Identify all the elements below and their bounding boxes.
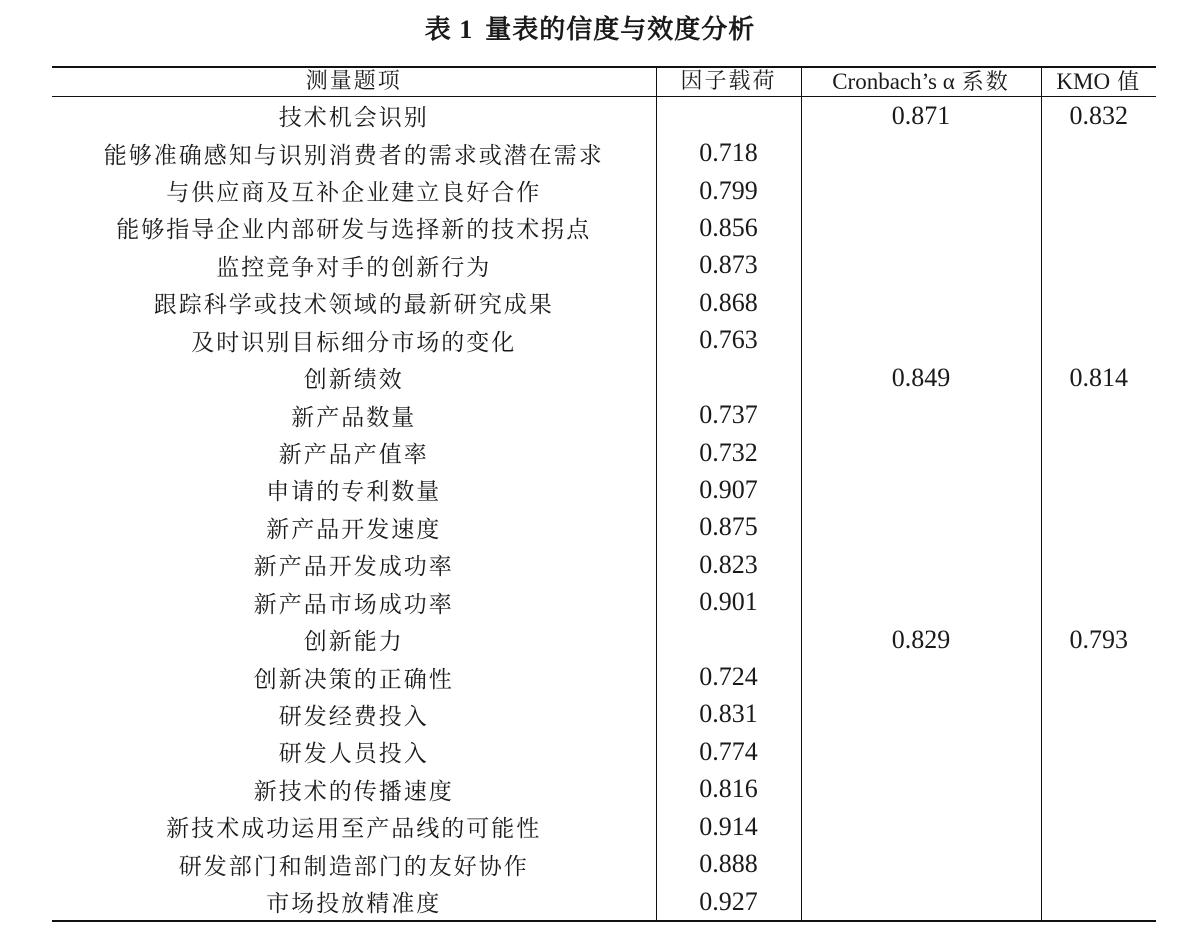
table-row bbox=[52, 97, 1156, 135]
cell-kmo bbox=[1041, 284, 1156, 321]
cell-item: 申请的专利数量 bbox=[266, 479, 442, 506]
cell-loading: 0.868 bbox=[656, 284, 801, 321]
cell-kmo bbox=[1041, 247, 1156, 284]
cell-kmo bbox=[1041, 546, 1156, 583]
table-row bbox=[52, 845, 1156, 882]
cell-kmo bbox=[1041, 845, 1156, 882]
cell-alpha bbox=[801, 733, 1041, 770]
cell-item: 研发经费投入 bbox=[278, 703, 429, 730]
header-kmo-latin: KMO bbox=[1056, 68, 1111, 94]
table-row bbox=[52, 396, 1156, 433]
cell-alpha bbox=[801, 509, 1041, 546]
cell-kmo bbox=[1041, 733, 1156, 770]
cell-loading bbox=[656, 621, 801, 658]
cell-item: 新产品产值率 bbox=[278, 442, 429, 468]
cell-alpha bbox=[801, 209, 1041, 246]
cell-kmo bbox=[1041, 322, 1156, 359]
cell-alpha bbox=[801, 396, 1041, 433]
cell-loading: 0.763 bbox=[656, 322, 801, 359]
cell-kmo: 0.793 bbox=[1041, 621, 1156, 658]
cell-loading: 0.732 bbox=[656, 434, 801, 471]
cell-kmo bbox=[1041, 471, 1156, 508]
cell-item: 新产品数量 bbox=[291, 404, 417, 431]
cell-item: 新产品市场成功率 bbox=[253, 591, 454, 618]
table-row bbox=[52, 134, 1156, 171]
cell-kmo: 0.814 bbox=[1041, 359, 1156, 396]
cell-loading: 0.856 bbox=[656, 209, 801, 246]
cell-kmo bbox=[1041, 396, 1156, 433]
table-row bbox=[52, 209, 1156, 246]
cell-alpha: 0.849 bbox=[801, 359, 1041, 396]
cell-loading: 0.914 bbox=[656, 808, 801, 845]
table-caption bbox=[0, 10, 1180, 50]
cell-kmo bbox=[1041, 658, 1156, 695]
cell-alpha bbox=[801, 434, 1041, 471]
cell-loading: 0.774 bbox=[656, 733, 801, 770]
cell-loading: 0.816 bbox=[656, 771, 801, 808]
cell-item: 监控竞争对手的创新行为 bbox=[216, 254, 492, 281]
header-kmo-cjk: 值 bbox=[1117, 69, 1142, 95]
table-row bbox=[52, 883, 1156, 921]
cell-item: 与供应商及互补企业建立良好合作 bbox=[166, 180, 542, 207]
cell-alpha bbox=[801, 658, 1041, 695]
table-title: 量表的信度与效度分析 bbox=[485, 15, 756, 45]
cell-kmo bbox=[1041, 209, 1156, 246]
cell-item: 新产品开发速度 bbox=[266, 516, 442, 543]
cell-item: 跟踪科学或技术领域的最新研究成果 bbox=[153, 292, 554, 319]
cell-alpha bbox=[801, 172, 1041, 209]
cell-alpha: 0.829 bbox=[801, 621, 1041, 658]
cell-loading: 0.737 bbox=[656, 396, 801, 433]
cell-loading: 0.888 bbox=[656, 845, 801, 882]
cell-kmo bbox=[1041, 172, 1156, 209]
table-row bbox=[52, 509, 1156, 546]
table-row bbox=[52, 247, 1156, 284]
cell-kmo bbox=[1041, 434, 1156, 471]
cell-alpha bbox=[801, 134, 1041, 171]
cell-loading: 0.823 bbox=[656, 546, 801, 583]
cell-item: 创新决策的正确性 bbox=[253, 666, 454, 693]
table-number: 表 1 bbox=[424, 15, 474, 44]
cell-kmo bbox=[1041, 134, 1156, 171]
cell-item: 市场投放精准度 bbox=[266, 891, 442, 918]
cell-alpha bbox=[801, 696, 1041, 733]
cell-item: 新技术的传播速度 bbox=[253, 778, 454, 805]
cell-loading: 0.907 bbox=[656, 471, 801, 508]
table-row bbox=[52, 172, 1156, 209]
cell-alpha bbox=[801, 471, 1041, 508]
cell-item: 研发部门和制造部门的友好协作 bbox=[178, 853, 529, 880]
header-loading: 因子载荷 bbox=[656, 67, 801, 97]
header-alpha bbox=[801, 67, 1041, 97]
table-row bbox=[52, 733, 1156, 770]
cell-kmo bbox=[1041, 583, 1156, 620]
cell-item: 创新能力 bbox=[303, 629, 404, 656]
cell-kmo: 0.832 bbox=[1041, 97, 1156, 135]
cell-kmo bbox=[1041, 696, 1156, 733]
header-row bbox=[52, 67, 1156, 97]
cell-alpha bbox=[801, 583, 1041, 620]
cell-alpha bbox=[801, 247, 1041, 284]
table-row bbox=[52, 771, 1156, 808]
table-row bbox=[52, 583, 1156, 620]
cell-loading bbox=[656, 97, 801, 135]
table-row bbox=[52, 621, 1156, 658]
cell-alpha bbox=[801, 284, 1041, 321]
table-row bbox=[52, 434, 1156, 471]
table-body bbox=[52, 97, 1156, 922]
cell-alpha bbox=[801, 771, 1041, 808]
cell-alpha bbox=[801, 808, 1041, 845]
cell-alpha bbox=[801, 845, 1041, 882]
cell-loading: 0.724 bbox=[656, 658, 801, 695]
cell-loading: 0.901 bbox=[656, 583, 801, 620]
table-row bbox=[52, 696, 1156, 733]
cell-item: 新产品开发成功率 bbox=[253, 554, 454, 581]
cell-kmo bbox=[1041, 509, 1156, 546]
cell-item: 能够指导企业内部研发与选择新的技术拐点 bbox=[116, 217, 592, 244]
cell-alpha: 0.871 bbox=[801, 97, 1041, 135]
cell-item: 能够准确感知与识别消费者的需求或潜在需求 bbox=[103, 142, 604, 169]
cell-loading: 0.831 bbox=[656, 696, 801, 733]
cell-alpha bbox=[801, 546, 1041, 583]
table-row bbox=[52, 359, 1156, 396]
cell-item: 技术机会识别 bbox=[278, 105, 429, 132]
cell-kmo bbox=[1041, 808, 1156, 845]
cell-loading: 0.927 bbox=[656, 883, 801, 921]
cell-loading bbox=[656, 359, 801, 396]
reliability-validity-table bbox=[52, 66, 1156, 922]
cell-item: 新技术成功运用至产品线的可能性 bbox=[166, 816, 542, 843]
header-alpha-latin: Cronbach’s α bbox=[832, 68, 955, 94]
cell-loading: 0.873 bbox=[656, 247, 801, 284]
cell-loading: 0.718 bbox=[656, 134, 801, 171]
cell-item: 创新绩效 bbox=[303, 367, 404, 394]
header-item: 测量题项 bbox=[52, 67, 656, 97]
cell-alpha bbox=[801, 322, 1041, 359]
cell-kmo bbox=[1041, 883, 1156, 921]
cell-loading: 0.875 bbox=[656, 509, 801, 546]
cell-item: 研发人员投入 bbox=[278, 741, 429, 768]
header-kmo bbox=[1041, 67, 1156, 97]
cell-loading: 0.799 bbox=[656, 172, 801, 209]
header-alpha-cjk: 系数 bbox=[961, 69, 1010, 95]
table-row bbox=[52, 546, 1156, 583]
table-row bbox=[52, 471, 1156, 508]
cell-alpha bbox=[801, 883, 1041, 921]
table-row bbox=[52, 658, 1156, 695]
table-row bbox=[52, 322, 1156, 359]
table-row bbox=[52, 808, 1156, 845]
cell-item: 及时识别目标细分市场的变化 bbox=[191, 329, 517, 356]
table-row bbox=[52, 284, 1156, 321]
cell-kmo bbox=[1041, 771, 1156, 808]
